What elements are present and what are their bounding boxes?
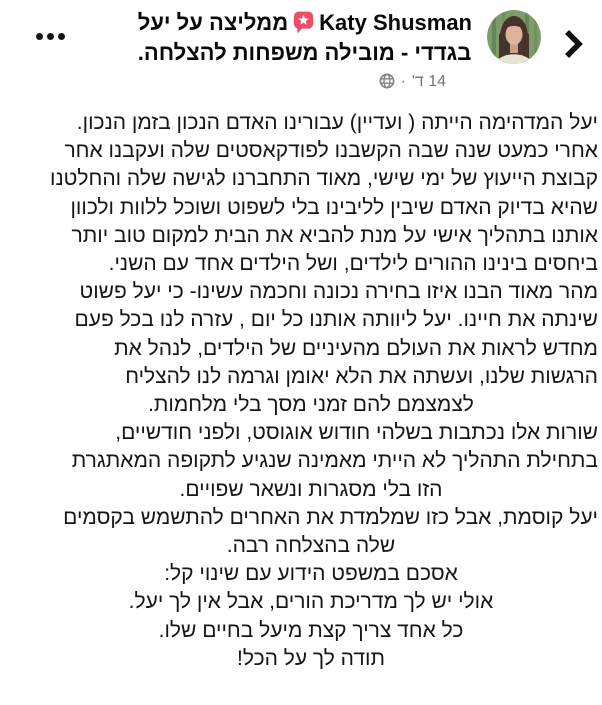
headline-part-1: ממליצה על יעל	[137, 10, 289, 35]
dot-separator: ·	[400, 73, 406, 90]
body-line: אולי יש לך מדריכת הורים, אבל אין לך יעל.	[128, 590, 494, 614]
body-line: קבוצת הייעוץ של ימי שישי, מאוד התחברנו לגישה שלה והחלטנו	[50, 167, 598, 191]
body-line: אחרי כמעט שנה שבה הקשבנו לפודקאסטים שלה ועקבנו אחר	[64, 139, 598, 163]
body-line: בתחילת התהליך לא הייתי מאמינה שנגיע לתקופה המאתגרת	[71, 449, 598, 473]
ellipsis-dot	[36, 33, 43, 40]
chevron-right-glyph	[563, 28, 583, 60]
body-line: שהיא בדיוק האדם שיבין לליבינו בלי לשפוט ושוכל ללוות ולכוון	[70, 195, 598, 219]
post-header-text	[138, 8, 472, 92]
globe-icon	[379, 73, 395, 89]
body-line: יעל קוסמת, אבל כזו שמלמדת את האחרים להתשמש בקסמים	[63, 505, 598, 529]
body-line: שורות אלו נכתבות בשלהי חודוש אוגוסט, ולפני חודשיים,	[115, 421, 598, 445]
avatar-photo	[487, 10, 541, 64]
avatar[interactable]	[487, 10, 541, 64]
body-line: מחדש לראות את העולם מהעיניים של הילדים, לנהל את	[114, 336, 598, 360]
ellipsis-dot	[58, 33, 65, 40]
body-line: תודה לך על הכל!	[237, 646, 385, 670]
body-line: שלה בהצלחה רבה.	[226, 534, 396, 558]
more-options-button[interactable]	[36, 33, 65, 40]
chevron-right-icon[interactable]	[560, 26, 586, 62]
body-line: יעל המדהימה הייתה ( ועדיין) עבורינו האדם הנכון בזמן הנכון.	[76, 111, 598, 134]
body-line: אותנו בתהליך אישי על מנת להביא את הבית למקום טוב יותר	[71, 223, 598, 247]
body-line: ביחסים בינינו ההורים לילדים, ושל הילדים אחד עם השני.	[108, 252, 598, 276]
body-line: כל אחד צריך קצת מיעל בחיים שלו.	[158, 618, 464, 642]
body-line: הזו בלי מסגרות ונשאר שפויים.	[179, 477, 443, 501]
timestamp: 14 ד'	[411, 73, 446, 90]
author-name[interactable]: Katy Shusman	[319, 10, 472, 35]
body-line: אסכם במשפט הידוע עם שינוי קל:	[164, 562, 458, 586]
star-badge-icon	[293, 11, 314, 34]
body-line: מהר מאוד הבנו איזו בחירה נכונה וחכמה עשינו- כי יעל פשוט	[79, 280, 598, 304]
body-line: הרגשות שלנו, ועשתה את הלא יאומן וגרמה לנו להצליח	[125, 364, 598, 388]
post-body	[0, 109, 602, 673]
timestamp-row[interactable]	[138, 72, 472, 92]
body-line: לצמצמם להם זמני מסך בלי מלחמות.	[148, 393, 474, 417]
body-line: שינתה את חיינו. יעל ליוותה אותנו כל יום , עזרה לנו בכל פעם	[74, 308, 598, 332]
headline-part-2: בגדדי - מובילה משפחות להצלחה.	[137, 40, 472, 65]
ellipsis-dot	[47, 33, 54, 40]
